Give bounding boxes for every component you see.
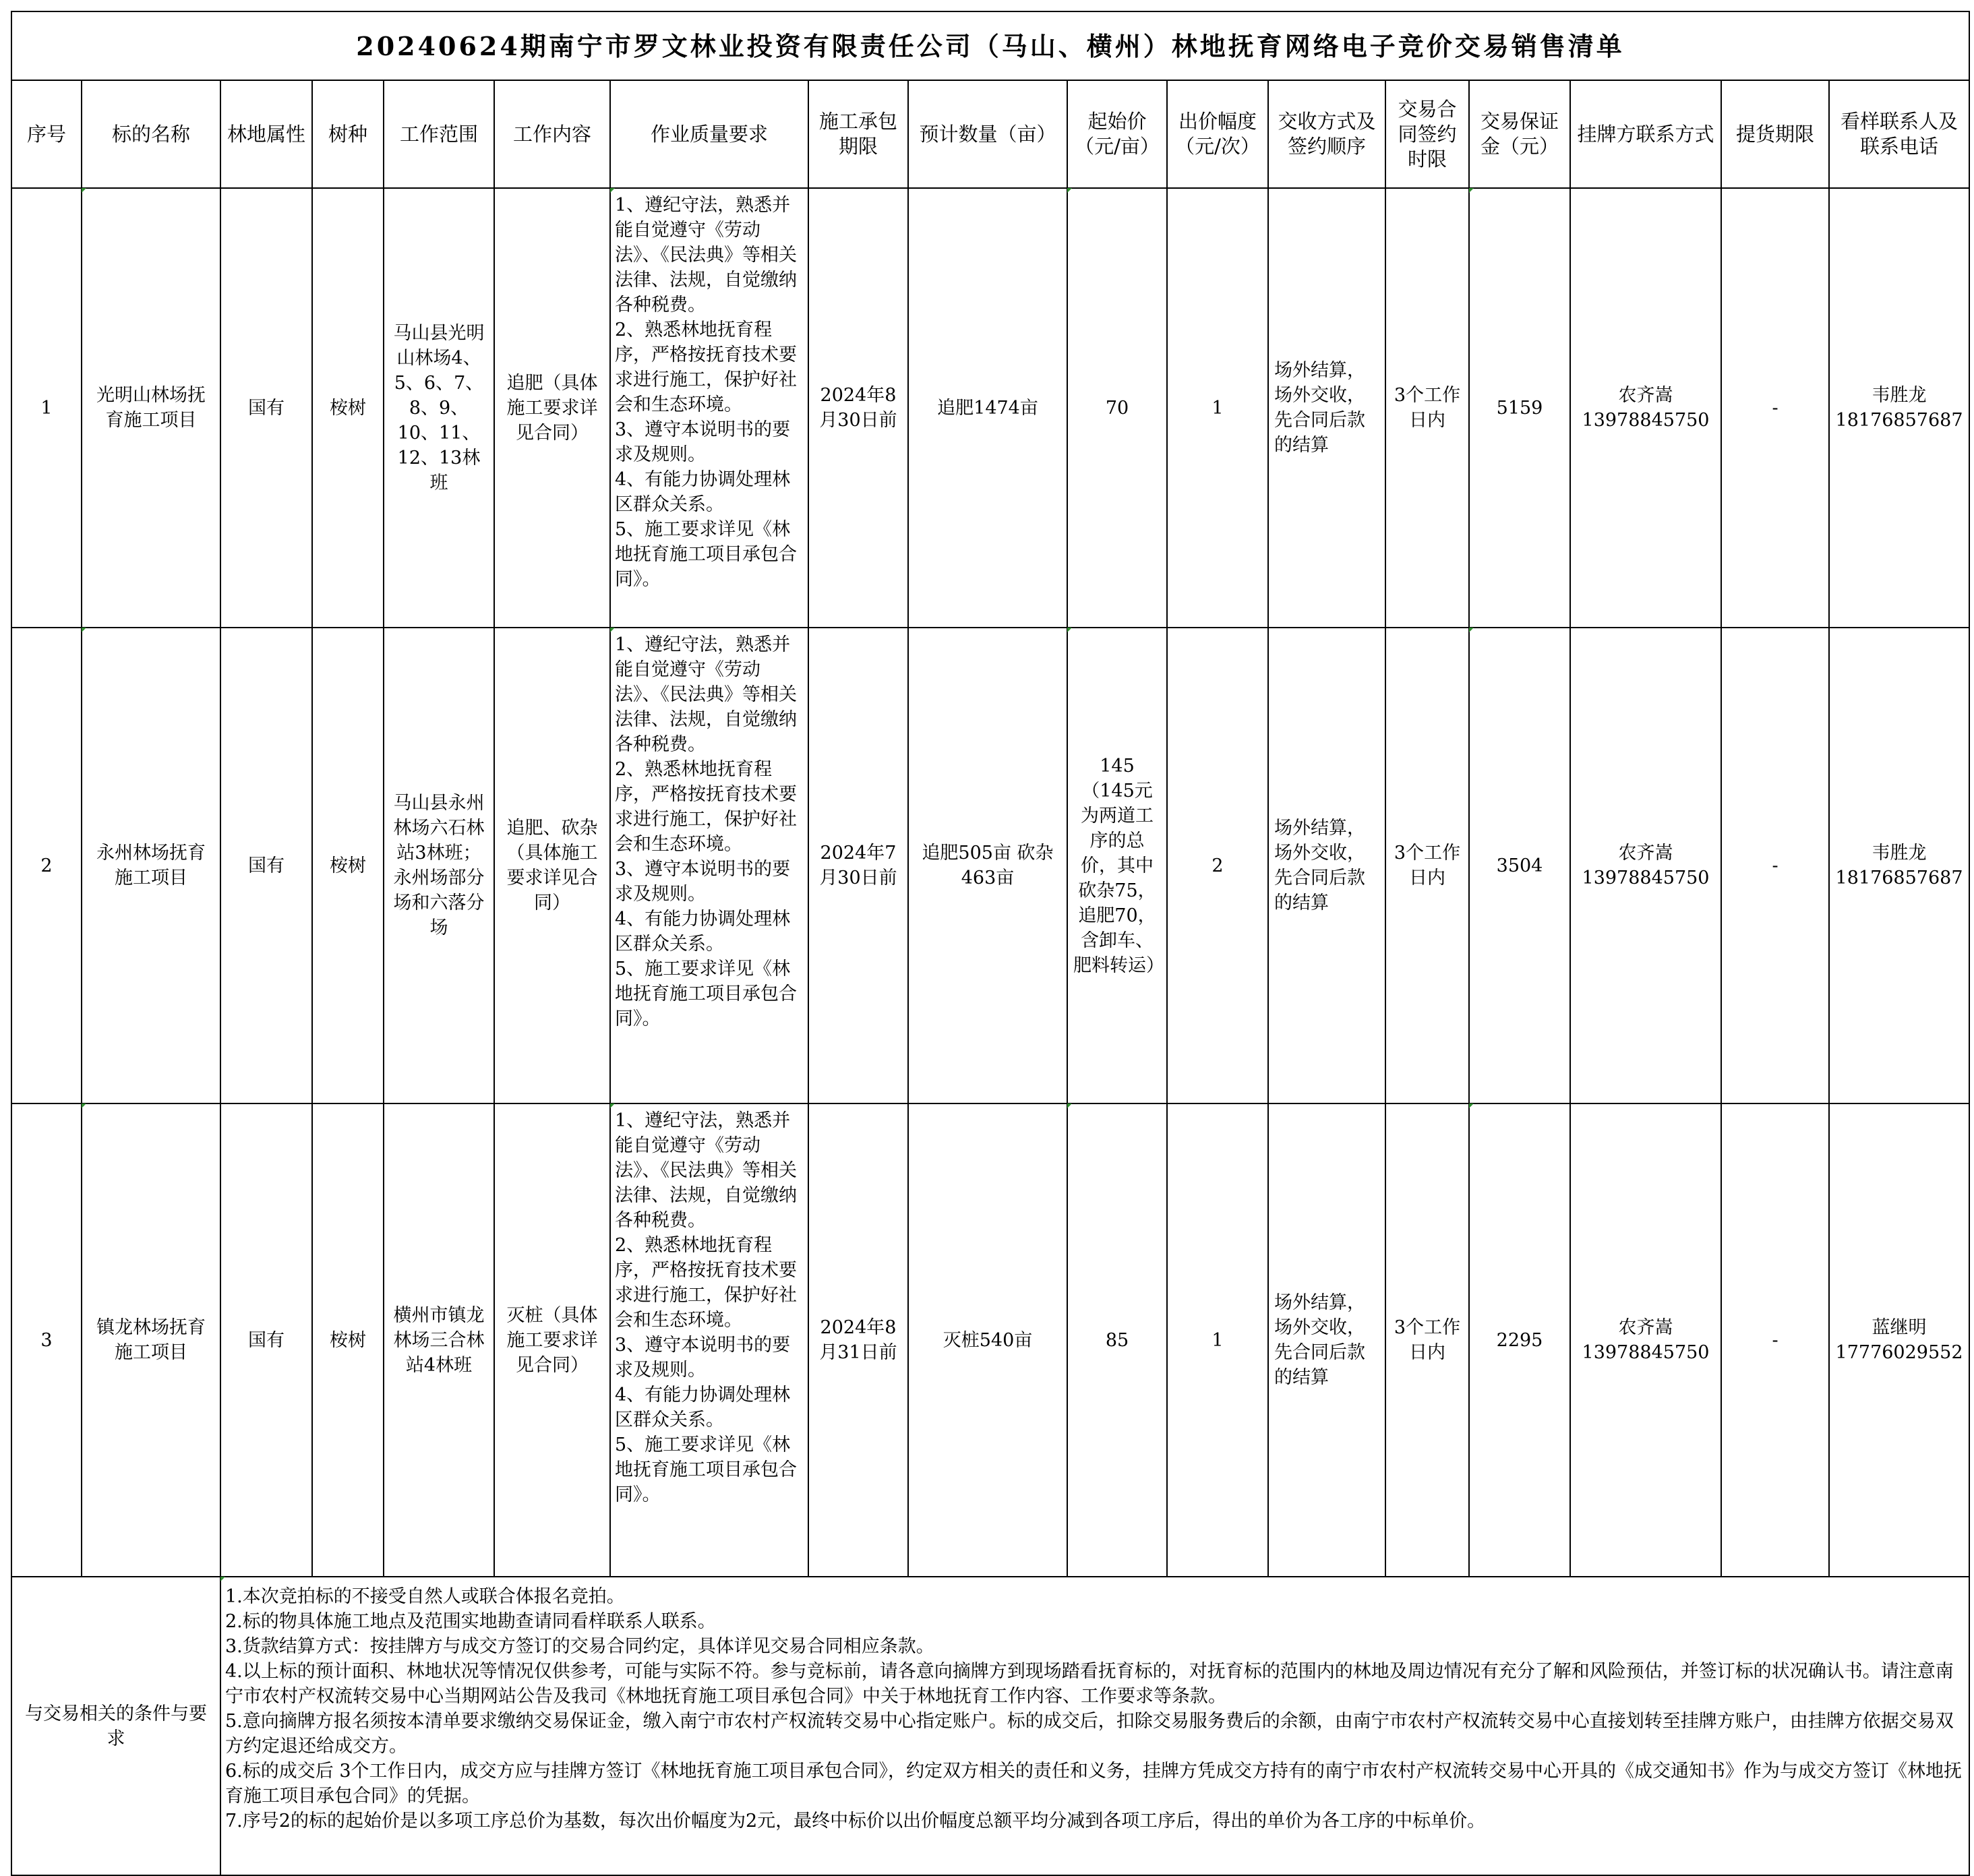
header-no: 序号 — [11, 80, 82, 188]
requirement-item: 3、遵守本说明书的要求及规则。 — [615, 859, 791, 905]
requirement-item: 5、施工要求详见《林地抚育施工项目承包合同》。 — [615, 1434, 797, 1505]
requirement-item: 2、熟悉林地抚育程序，严格按抚育技术要求进行施工，保护好社会和生态环境。 — [615, 320, 797, 415]
header-viewing-contact: 看样联系人及联系电话 — [1829, 80, 1969, 188]
work-content: 灭桩（具体施工要求详见合同） — [494, 1103, 610, 1577]
tree-species: 桉树 — [312, 1103, 384, 1577]
pickup-period: - — [1721, 1103, 1829, 1577]
work-scope: 马山县永州林场六石林站3林班；永州场部分场和六落分场 — [384, 628, 494, 1103]
header-row — [11, 80, 1969, 188]
page-title: 20240624期南宁市罗文林业投资有限责任公司（马山、横州）林地抚育网络电子竞价交易销售清单 — [11, 11, 1969, 80]
lister-contact: 农齐嵩 13978845750 — [1570, 188, 1721, 628]
land-attribute: 国有 — [220, 628, 312, 1103]
estimated-quantity: 追肥505亩 砍杂463亩 — [908, 628, 1067, 1103]
row-number: 3 — [11, 1103, 82, 1577]
delivery-method: 场外结算，场外交收，先合同后款的结算 — [1268, 1103, 1385, 1577]
quality-requirements — [610, 1103, 808, 1577]
construction-period: 2024年7月30日前 — [808, 628, 908, 1103]
bid-increment: 1 — [1167, 1103, 1268, 1577]
work-scope: 马山县光明山林场4、5、6、7、8、9、10、11、12、13林班 — [384, 188, 494, 628]
pickup-period: - — [1721, 188, 1829, 628]
estimated-quantity: 追肥1474亩 — [908, 188, 1067, 628]
requirement-item: 1、遵纪守法，熟悉并能自觉遵守《劳动法》、《民法典》等相关法律、法规，自觉缴纳各种税费。 — [615, 195, 797, 315]
start-price: 70 — [1067, 188, 1167, 628]
start-price: 85 — [1067, 1103, 1167, 1577]
requirement-item: 3、遵守本说明书的要求及规则。 — [615, 1335, 791, 1381]
land-attribute: 国有 — [220, 188, 312, 628]
requirement-item: 1、遵纪守法，熟悉并能自觉遵守《劳动法》、《民法典》等相关法律、法规，自觉缴纳各种税费。 — [615, 1110, 797, 1231]
requirement-item: 4、有能力协调处理林区群众关系。 — [615, 909, 791, 955]
work-content: 追肥、砍杂（具体施工要求详见合同） — [494, 628, 610, 1103]
requirement-item: 5、施工要求详见《林地抚育施工项目承包合同》。 — [615, 959, 797, 1029]
deposit-amount: 2295 — [1469, 1103, 1570, 1577]
lister-contact: 农齐嵩 13978845750 — [1570, 1103, 1721, 1577]
header-lister-contact: 挂牌方联系方式 — [1570, 80, 1721, 188]
delivery-method: 场外结算，场外交收，先合同后款的结算 — [1268, 628, 1385, 1103]
item-name: 光明山林场抚育施工项目 — [82, 188, 220, 628]
condition-item: 7.序号2的标的起始价是以多项工序总价为基数，每次出价幅度为2元，最终中标价以出价幅度总额平均分减到各项工序后，得出的单价为各工序的中标单价。 — [225, 1811, 1486, 1832]
bid-increment: 1 — [1167, 188, 1268, 628]
deposit-amount: 3504 — [1469, 628, 1570, 1103]
start-price: 145（145元为两道工序的总价，其中砍杂75，追肥70，含卸车、肥料转运） — [1067, 628, 1167, 1103]
condition-item: 6.标的成交后 3个工作日内，成交方应与挂牌方签订《林地抚育施工项目承包合同》，约定双方相关的责任和义务，挂牌方凭成交方持有的南宁市农村产权流转交易中心开具的《成交通知书》作为与成交方签订《林地抚育施工项目承包合同》的凭据。 — [225, 1761, 1963, 1807]
contract-sign-limit: 3个工作日内 — [1385, 628, 1469, 1103]
deposit-amount: 5159 — [1469, 188, 1570, 628]
condition-item: 4.以上标的预计面积、林地状况等情况仅供参考，可能与实际不符。参与竞标前，请各意向摘牌方到现场踏看抚育标的，对抚育标的范围内的林地及周边情况有充分了解和风险预估，并签订标的状况确认书。请注意南宁市农村产权流转交易中心当期网站公告及我司《林地抚育施工项目承包合同》中关于林地抚育工作内容、工作要求等条款。 — [225, 1661, 1954, 1707]
requirement-item: 4、有能力协调处理林区群众关系。 — [615, 1385, 791, 1430]
table-row — [11, 628, 1969, 1103]
requirement-item: 2、熟悉林地抚育程序，严格按抚育技术要求进行施工，保护好社会和生态环境。 — [615, 1235, 797, 1331]
bidding-sales-list-table — [11, 11, 1970, 1876]
tree-species: 桉树 — [312, 628, 384, 1103]
header-start-price: 起始价（元/亩） — [1067, 80, 1167, 188]
quality-requirements — [610, 628, 808, 1103]
header-attr: 林地属性 — [220, 80, 312, 188]
table-row — [11, 1103, 1969, 1577]
contract-sign-limit: 3个工作日内 — [1385, 188, 1469, 628]
table-row — [11, 188, 1969, 628]
viewing-contact: 韦胜龙 18176857687 — [1829, 188, 1969, 628]
item-name: 镇龙林场抚育施工项目 — [82, 1103, 220, 1577]
requirement-item: 4、有能力协调处理林区群众关系。 — [615, 469, 791, 515]
header-period: 施工承包期限 — [808, 80, 908, 188]
condition-item: 2.标的物具体施工地点及范围实地勘查请同看样联系人联系。 — [225, 1611, 716, 1632]
header-content: 工作内容 — [494, 80, 610, 188]
condition-item: 3.货款结算方式：按挂牌方与成交方签订的交易合同约定，具体详见交易合同相应条款。 — [225, 1636, 934, 1657]
conditions-list — [220, 1577, 1969, 1875]
contract-sign-limit: 3个工作日内 — [1385, 1103, 1469, 1577]
item-name: 永州林场抚育施工项目 — [82, 628, 220, 1103]
header-pickup: 提货期限 — [1721, 80, 1829, 188]
header-species: 树种 — [312, 80, 384, 188]
estimated-quantity: 灭桩540亩 — [908, 1103, 1067, 1577]
header-delivery: 交收方式及签约顺序 — [1268, 80, 1385, 188]
header-increment: 出价幅度（元/次） — [1167, 80, 1268, 188]
header-sign-limit: 交易合同签约时限 — [1385, 80, 1469, 188]
conditions-label: 与交易相关的条件与要求 — [11, 1577, 220, 1875]
header-requirements: 作业质量要求 — [610, 80, 808, 188]
land-attribute: 国有 — [220, 1103, 312, 1577]
work-content: 追肥（具体施工要求详见合同） — [494, 188, 610, 628]
condition-item: 1.本次竞拍标的不接受自然人或联合体报名竞拍。 — [225, 1586, 625, 1607]
work-scope: 横州市镇龙林场三合林站4林班 — [384, 1103, 494, 1577]
delivery-method: 场外结算，场外交收，先合同后款的结算 — [1268, 188, 1385, 628]
viewing-contact: 韦胜龙 18176857687 — [1829, 628, 1969, 1103]
bid-increment: 2 — [1167, 628, 1268, 1103]
requirement-item: 5、施工要求详见《林地抚育施工项目承包合同》。 — [615, 519, 797, 590]
row-number: 2 — [11, 628, 82, 1103]
construction-period: 2024年8月31日前 — [808, 1103, 908, 1577]
row-number: 1 — [11, 188, 82, 628]
header-name: 标的名称 — [82, 80, 220, 188]
pickup-period: - — [1721, 628, 1829, 1103]
requirement-item: 3、遵守本说明书的要求及规则。 — [615, 419, 791, 465]
viewing-contact: 蓝继明 17776029552 — [1829, 1103, 1969, 1577]
requirement-item: 1、遵纪守法，熟悉并能自觉遵守《劳动法》、《民法典》等相关法律、法规，自觉缴纳各种税费。 — [615, 634, 797, 755]
lister-contact: 农齐嵩 13978845750 — [1570, 628, 1721, 1103]
quality-requirements — [610, 188, 808, 628]
conditions-row — [11, 1577, 1969, 1875]
requirement-item: 2、熟悉林地抚育程序，严格按抚育技术要求进行施工，保护好社会和生态环境。 — [615, 759, 797, 855]
header-quantity: 预计数量（亩） — [908, 80, 1067, 188]
tree-species: 桉树 — [312, 188, 384, 628]
header-deposit: 交易保证金（元） — [1469, 80, 1570, 188]
condition-item: 5.意向摘牌方报名须按本清单要求缴纳交易保证金，缴入南宁市农村产权流转交易中心指定账户。标的成交后，扣除交易服务费后的余额，由南宁市农村产权流转交易中心直接划转至挂牌方账户，由挂牌方依据交易双方约定退还给成交方。 — [225, 1711, 1954, 1757]
header-scope: 工作范围 — [384, 80, 494, 188]
construction-period: 2024年8月30日前 — [808, 188, 908, 628]
